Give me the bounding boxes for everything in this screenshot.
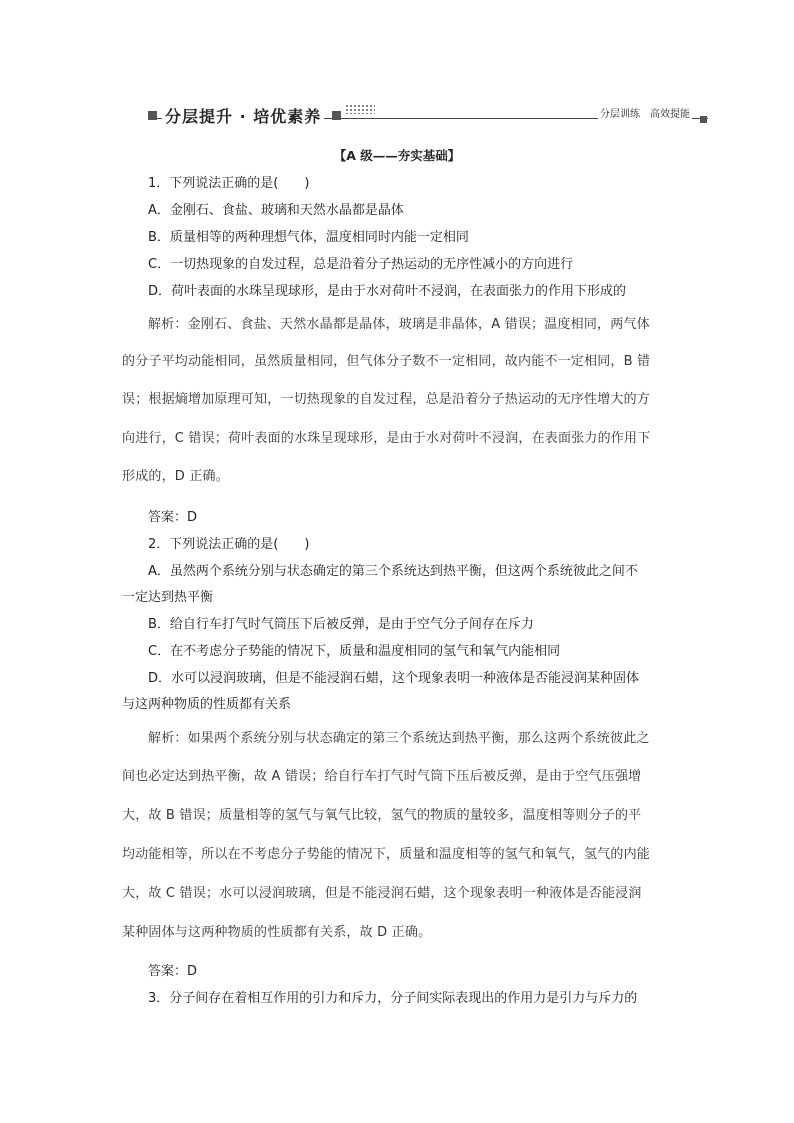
q2-explanation-line: 大，故 C 错误；水可以浸润玻璃，但是不能浸润石蜡，这个现象表明一种液体是否能浸润: [122, 886, 642, 901]
q1-answer: 答案：D: [148, 510, 198, 525]
header-right-marker: [700, 116, 707, 123]
q1-option-d: D．荷叶表面的水珠呈现球形，是由于水对荷叶不浸润，在表面张力的作用下形成的: [148, 284, 627, 299]
q1-option-c: C．一切热现象的自发过程，总是沿着分子热运动的无序性减小的方向进行: [148, 257, 574, 272]
q2-option-a: A．虽然两个系统分别与状态确定的第三个系统达到热平衡，但这两个系统彼此之间不: [148, 564, 638, 579]
q3-stem: 3．分子间存在着相互作用的引力和斥力，分子间实际表现出的作用力是引力与斥力的: [148, 991, 638, 1006]
level-heading: 【A 级——夯实基础】: [333, 148, 461, 163]
q1-explanation-line: 的分子平均动能相同，虽然质量相同，但气体分子数不一定相同，故内能不一定相同，B 错: [122, 354, 651, 369]
q1-option-b: B．质量相等的两种理想气体，温度相同时内能一定相同: [148, 230, 469, 245]
q2-answer: 答案：D: [148, 964, 198, 979]
q2-explanation-line: 解析：如果两个系统分别与状态确定的第三个系统达到热平衡，那么这两个系统彼此之: [148, 731, 650, 746]
q2-explanation-line: 均动能相等，所以在不考虑分子势能的情况下，质量和温度相等的氢气和氧气，氢气的内能: [122, 847, 651, 862]
q1-explanation-line: 向进行，C 错误；荷叶表面的水珠呈现球形，是由于水对荷叶不浸润，在表面张力的作用下: [122, 431, 651, 446]
q2-option-d: D．水可以浸润玻璃，但是不能浸润石蜡，这个现象表明一种液体是否能浸润某种固体: [148, 671, 640, 686]
q2-stem: 2．下列说法正确的是( ): [148, 537, 310, 552]
section-banner-subtitle: 分层训练 高效提能: [598, 105, 692, 120]
q1-explanation-line: 误；根据熵增加原理可知，一切热现象的自发过程，总是沿着分子热运动的无序性增大的方: [122, 392, 651, 407]
q2-explanation-line: 某种固体与这两种物质的性质都有关系，故 D 正确。: [122, 925, 432, 940]
header-mid-marker: [332, 111, 341, 120]
q2-option-d-cont: 与这两种物质的性质都有关系: [122, 697, 292, 712]
q2-option-b: B．给自行车打气时气筒压下后被反弹，是由于空气分子间存在斥力: [148, 617, 534, 632]
section-banner-title: 分层提升 · 培优素养: [162, 104, 324, 127]
header-dot-pattern: [345, 104, 375, 114]
q1-stem: 1．下列说法正确的是( ): [148, 176, 310, 191]
q2-option-a-cont: 一定达到热平衡: [122, 590, 214, 605]
q2-explanation-line: 大，故 B 错误；质量相等的氢气与氧气比较，氢气的物质的量较多，温度相等则分子的平: [122, 808, 642, 823]
q1-option-a: A．金刚石、食盐、玻璃和天然水晶都是晶体: [148, 203, 404, 218]
q1-explanation-line: 解析：金刚石、食盐、天然水晶都是晶体，玻璃是非晶体，A 错误；温度相同，两气体: [148, 317, 650, 332]
q1-explanation-line: 形成的，D 正确。: [122, 469, 229, 484]
q2-explanation-line: 间也必定达到热平衡，故 A 错误；给自行车打气时气筒下压后被反弹，是由于空气压强增: [122, 769, 642, 784]
q2-option-c: C．在不考虑分子势能的情况下，质量和温度相同的氢气和氧气内能相同: [148, 644, 561, 659]
header-left-marker: [148, 111, 157, 120]
